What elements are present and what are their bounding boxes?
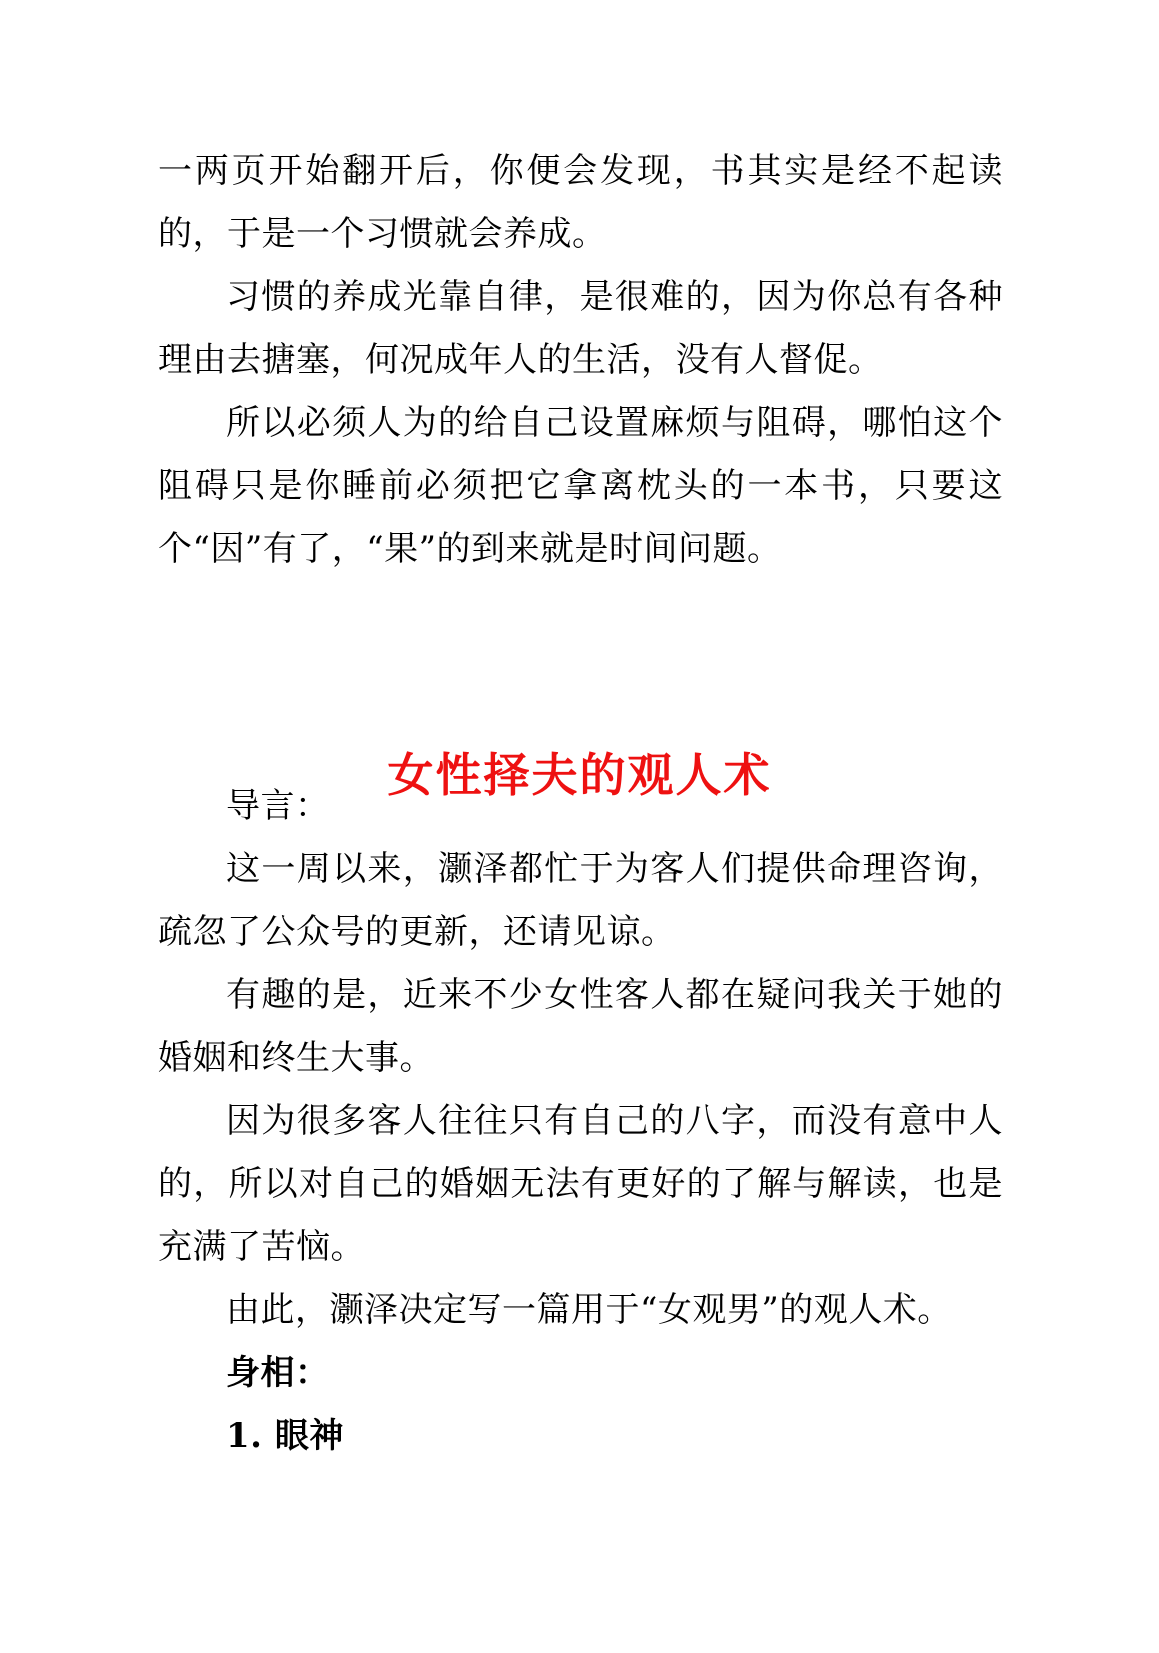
- article-title: 女性择夫的观人术: [387, 748, 772, 802]
- paragraph-apology: 这一周以来，灏泽都忙于为客人们提供命理咨询，疏忽了公众号的更新，还请见谅。: [158, 849, 1003, 952]
- paragraph-continuation: 一两页开始翻开后，你便会发现，书其实是经不起读的，于是一个习惯就会养成。: [158, 151, 1003, 254]
- section-heading-body-features: 身相：: [226, 1353, 330, 1393]
- paragraph-bazi: 因为很多客人往往只有自己的八字，而没有意中人的，所以对自己的婚姻无法有更好的了解与解读，也是充满了苦恼。: [158, 1101, 1003, 1267]
- paragraph-obstacle: 所以必须人为的给自己设置麻烦与阻碍，哪怕这个阻碍只是你睡前必须把它拿离枕头的一本书，只要这个“因”有了，“果”的到来就是时间问题。: [158, 403, 1003, 569]
- list-item-eyes: 1. 眼神: [226, 1416, 344, 1456]
- paragraph-marriage-questions: 有趣的是，近来不少女性客人都在疑问我关于她的婚姻和终生大事。: [158, 975, 1003, 1078]
- top-text-section: [158, 140, 1003, 581]
- paragraph-habit: 习惯的养成光靠自律，是很难的，因为你总有各种理由去搪塞，何况成年人的生活，没有人督促。: [158, 277, 1003, 380]
- paragraph-intro-label: 导言：: [226, 786, 330, 826]
- paragraph-purpose: 由此，灏泽决定写一篇用于“女观男”的观人术。: [226, 1290, 952, 1330]
- article-body: [158, 775, 1003, 1468]
